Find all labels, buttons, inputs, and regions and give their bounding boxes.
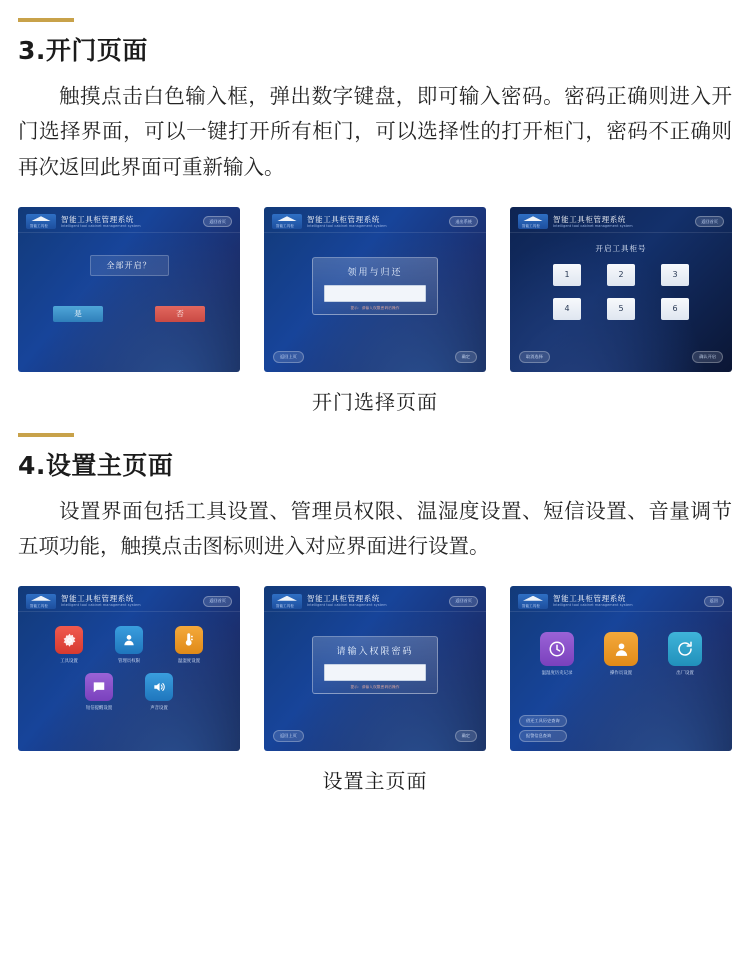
password-panel: [312, 257, 438, 315]
screen-borrow-return: [264, 207, 486, 372]
alarm-history-button[interactable]: 报警信息查询: [519, 730, 567, 742]
brand-titles: [61, 594, 141, 608]
icon-row: [538, 632, 704, 676]
brand-titles: [553, 215, 633, 229]
user-icon: [115, 626, 143, 654]
brand-logo-icon: [518, 594, 548, 609]
records-sub-buttons: [519, 715, 567, 742]
confirm-button[interactable]: 确定: [455, 351, 477, 363]
cabinet-cell[interactable]: 2: [607, 264, 635, 286]
section-3-header: [18, 18, 732, 67]
brand-title-cn: 智能工具柜管理系统: [61, 594, 134, 604]
brand-title-cn: 智能工具柜管理系统: [553, 594, 626, 604]
logo-text: 智能工具柜: [522, 224, 540, 229]
header-divider: [510, 611, 732, 612]
records-item-factory-reset[interactable]: [666, 632, 704, 676]
records-item-label: 出厂设置: [676, 671, 694, 677]
brand-logo-icon: [26, 594, 56, 609]
settings-item-label: 声音设置: [150, 706, 168, 712]
section-3-caption: 开门选择页面: [312, 389, 438, 414]
logo-text: 智能工具柜: [30, 603, 48, 608]
brand-titles: [307, 215, 387, 229]
brand-title-en: Intelligent tool cabinet management system: [553, 603, 633, 608]
cabinet-cell[interactable]: 3: [661, 264, 689, 286]
records-item-label: 操作员设置: [610, 671, 632, 677]
settings-item-label: 工具设置: [60, 659, 78, 665]
section-4-title: 4.设置主页面: [18, 450, 174, 480]
screen-cabinet-select: [510, 207, 732, 372]
icon-grid: [50, 626, 208, 711]
brand-logo-icon: [518, 214, 548, 229]
screen-permission-password: [264, 586, 486, 751]
back-button[interactable]: 返回: [704, 596, 724, 607]
screen-records-home: [510, 586, 732, 751]
brand-title-cn: 智能工具柜管理系统: [553, 214, 626, 224]
panel-tip: 提示：请输入权限密码后操作: [350, 685, 400, 690]
cabinet-cell[interactable]: 6: [661, 298, 689, 320]
confirm-open-button[interactable]: 确认开启: [692, 351, 723, 363]
cabinet-cell[interactable]: 1: [553, 264, 581, 286]
settings-item-sms[interactable]: [80, 673, 118, 711]
back-button[interactable]: 返回上页: [273, 730, 304, 742]
confirm-no-button[interactable]: 否: [155, 306, 205, 322]
brand-title-cn: 智能工具柜管理系统: [61, 214, 134, 224]
icon-row: [50, 626, 208, 664]
settings-icon-grid: [18, 614, 240, 751]
screenshot-strip-3: [18, 207, 732, 372]
records-item-temp-history[interactable]: [538, 632, 576, 676]
header-divider: [18, 232, 240, 233]
device-header: [518, 214, 724, 230]
brand-title-en: Intelligent tool cabinet management system: [61, 603, 141, 608]
cabinet-grid: [553, 264, 689, 320]
logo-text: 智能工具柜: [276, 603, 294, 608]
screen-settings-home: [18, 586, 240, 751]
message-icon: [85, 673, 113, 701]
settings-item-label: 温湿度设置: [178, 659, 200, 665]
cabinet-cell[interactable]: 4: [553, 298, 581, 320]
exit-button[interactable]: 退出系统: [449, 216, 478, 227]
confirm-question: 全部开启？: [90, 255, 169, 276]
device-header: [26, 214, 232, 230]
brand-titles: [553, 594, 633, 608]
cancel-selection-button[interactable]: 取消选择: [519, 351, 550, 363]
brand-title-en: Intelligent tool cabinet management system: [553, 223, 633, 228]
speaker-icon: [145, 673, 173, 701]
header-divider: [18, 611, 240, 612]
brand-title-cn: 智能工具柜管理系统: [307, 594, 380, 604]
section-rule: [18, 433, 74, 437]
section-rule: [18, 18, 74, 22]
brand-logo-icon: [272, 214, 302, 229]
section-3-title: 3.开门页面: [18, 36, 148, 65]
logo-text: 智能工具柜: [522, 603, 540, 608]
confirm-yes-button[interactable]: 是: [53, 306, 103, 322]
device-header: [518, 593, 724, 609]
records-item-operator[interactable]: [602, 632, 640, 676]
thermometer-icon: [175, 626, 203, 654]
section-4-caption: 设置主页面: [322, 769, 428, 794]
brand-title-en: Intelligent tool cabinet management system: [307, 603, 387, 608]
home-button[interactable]: 返回首页: [203, 216, 232, 227]
section-4-header: [18, 433, 732, 482]
cabinet-select-title: 开启工具柜号: [595, 243, 647, 253]
header-divider: [264, 611, 486, 612]
brand-titles: [61, 215, 141, 229]
section-3-paragraph: 触摸点击白色输入框，弹出数字键盘，即可输入密码。密码正确则进入开门选择界面，可以一键打开所有柜门，可以选择性的打开柜门，密码不正确则再次返回此界面可重新输入。: [18, 84, 732, 179]
logo-text: 智能工具柜: [276, 224, 294, 229]
home-button[interactable]: 返回首页: [695, 216, 724, 227]
settings-item-label: 短信提醒设置: [85, 706, 113, 712]
device-header: [272, 214, 478, 230]
tool-history-button[interactable]: 借还工具历史查询: [519, 715, 567, 727]
back-button[interactable]: 返回上页: [273, 351, 304, 363]
brand-title-cn: 智能工具柜管理系统: [307, 214, 380, 224]
settings-item-admin[interactable]: [110, 626, 148, 664]
settings-item-volume[interactable]: [140, 673, 178, 711]
device-header: [26, 593, 232, 609]
panel-tip: 提示：请输入权限密码后操作: [350, 305, 400, 310]
screenshot-strip-4: [18, 586, 732, 751]
header-divider: [510, 232, 732, 233]
screen-confirm-all-open: [18, 207, 240, 372]
confirm-button[interactable]: 确定: [455, 730, 477, 742]
clock-icon: [540, 632, 574, 666]
section-4-paragraph: 设置界面包括工具设置、管理员权限、温湿度设置、短信设置、音量调节五项功能，触摸点击图标则进入对应界面进行设置。: [18, 498, 732, 558]
settings-item-tool[interactable]: [50, 626, 88, 664]
password-panel: [312, 636, 438, 694]
confirm-dialog: [18, 235, 240, 372]
device-header: [272, 593, 478, 609]
icon-row: [80, 673, 178, 711]
gear-icon: [55, 626, 83, 654]
user-icon: [604, 632, 638, 666]
home-button[interactable]: 返回首页: [449, 596, 478, 607]
records-item-label: 温湿度历史记录: [541, 671, 573, 677]
settings-item-temp[interactable]: [170, 626, 208, 664]
password-input[interactable]: [324, 285, 426, 302]
panel-title: 领用与归还: [347, 267, 403, 278]
brand-title-en: Intelligent tool cabinet management system: [61, 223, 141, 228]
permission-password-input[interactable]: [324, 664, 426, 681]
home-button[interactable]: 返回首页: [203, 596, 232, 607]
brand-logo-icon: [26, 214, 56, 229]
header-divider: [264, 232, 486, 233]
cabinet-cell[interactable]: 5: [607, 298, 635, 320]
restore-icon: [668, 632, 702, 666]
settings-item-label: 管理员权限: [118, 659, 140, 665]
brand-titles: [307, 594, 387, 608]
brand-title-en: Intelligent tool cabinet management system: [307, 223, 387, 228]
confirm-buttons: [53, 306, 205, 322]
panel-title: 请输入权限密码: [336, 647, 414, 658]
brand-logo-icon: [272, 594, 302, 609]
document-page: [0, 18, 750, 958]
logo-text: 智能工具柜: [30, 224, 48, 229]
